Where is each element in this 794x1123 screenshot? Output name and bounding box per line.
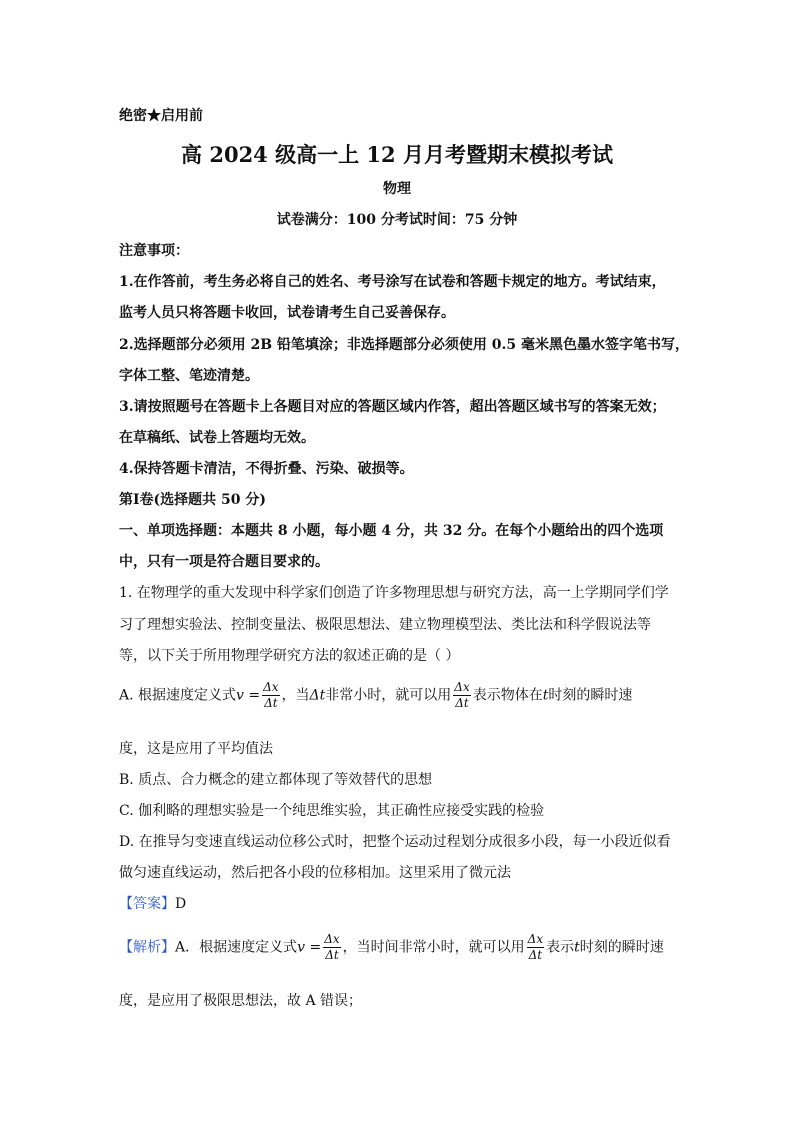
fraction-dx-dt: $\frac{\Delta x}{\Delta t}$	[454, 680, 470, 710]
notice-line: 1.在作答前，考生务必将自己的姓名、考号涂写在试卷和答题卡规定的地方。考试结束，	[119, 274, 666, 290]
exam-info: 试卷满分：100 分考试时间：75 分钟	[276, 212, 518, 228]
notice-heading: 注意事项：	[119, 243, 189, 259]
option-a-continued: 度，这是应用了平均值法	[119, 741, 273, 757]
section-instructions: 一、单项选择题：本题共 8 小题，每小题 4 分，共 32 分。在每个小题给出的四个选项	[119, 523, 664, 539]
fraction-dx-dt: $\frac{\Delta x}{\Delta t}$	[527, 932, 544, 962]
exam-title: 高 2024 级高一上 12 月月考暨期末模拟考试	[181, 142, 613, 167]
option-a-prefix: A. 根据速度定义式	[119, 687, 237, 704]
analysis-continued: 度，是应用了极限思想法，故 A 错误；	[119, 993, 363, 1009]
notice-line: 字体工整、笔迹清楚。	[119, 368, 259, 384]
fraction-dx-dt: $\frac{\Delta x}{\Delta t}$	[324, 932, 340, 962]
subject-label: 物理	[383, 181, 411, 197]
part-title: 第Ⅰ卷(选择题共 50 分)	[119, 492, 267, 508]
secret-mark: 绝密★启用前	[119, 108, 203, 124]
question-stem: 习了理想实验法、控制变量法、极限思想法、建立物理模型法、类比法和科学假说法等	[119, 617, 651, 633]
option-c: C. 伽利略的理想实验是一个纯思维实验，其正确性应接受实践的检验	[119, 803, 545, 819]
option-b: B. 质点、合力概念的建立都体现了等效替代的思想	[119, 772, 433, 788]
notice-line: 监考人员只将答题卡收回，试卷请考生自己妥善保存。	[119, 305, 455, 321]
fraction-dx-dt: $\frac{\Delta x}{\Delta t}$	[263, 680, 279, 710]
analysis-label: 【解析】	[119, 939, 175, 956]
question-stem: 等，以下关于所用物理学研究方法的叙述正确的是（ ）	[119, 648, 460, 664]
notice-line: 2.选择题部分必须用 2B 铅笔填涂；非选择题部分必须使用 0.5 毫米黑色墨水签字笔书写，	[119, 337, 690, 353]
notice-line: 4.保持答题卡清洁，不得折叠、污染、破损等。	[119, 461, 414, 477]
option-a: A. 根据速度定义式v = $\frac{\Delta x}{\Delta t}$ ，当Δt非常小时，就可以用 $\frac{\Delta x}{\Delta t}$ 表示物体在t时刻的瞬时速	[119, 680, 633, 710]
question-stem: 1. 在物理学的重大发现中科学家们创造了许多物理思想与研究方法，高一上学期同学们学	[119, 585, 669, 601]
notice-line: 3.请按照题号在答题卡上各题目对应的答题区域内作答，超出答题区域书写的答案无效；	[119, 399, 666, 415]
answer-line	[119, 893, 186, 913]
option-d-continued: 做匀速直线运动，然后把各小段的位移相加。这里采用了微元法	[119, 865, 511, 881]
notice-line: 在草稿纸、试卷上答题均无效。	[119, 430, 315, 446]
option-d: D. 在推导匀变速直线运动位移公式时，把整个运动过程划分成很多小段，每一小段近似看	[119, 834, 671, 850]
answer-label: 【答案】	[119, 896, 175, 912]
velocity-symbol: v =	[236, 687, 261, 704]
answer-value: D	[175, 896, 187, 912]
analysis-line: 【解析】A．根据速度定义式v = $\frac{\Delta x}{\Delta t}$ ，当时间非常小时，就可以用 $\frac{\Delta x}{\Delta t}$ 表示t时刻的瞬时速	[119, 932, 664, 962]
section-instructions: 中，只有一项是符合题目要求的。	[119, 554, 329, 570]
